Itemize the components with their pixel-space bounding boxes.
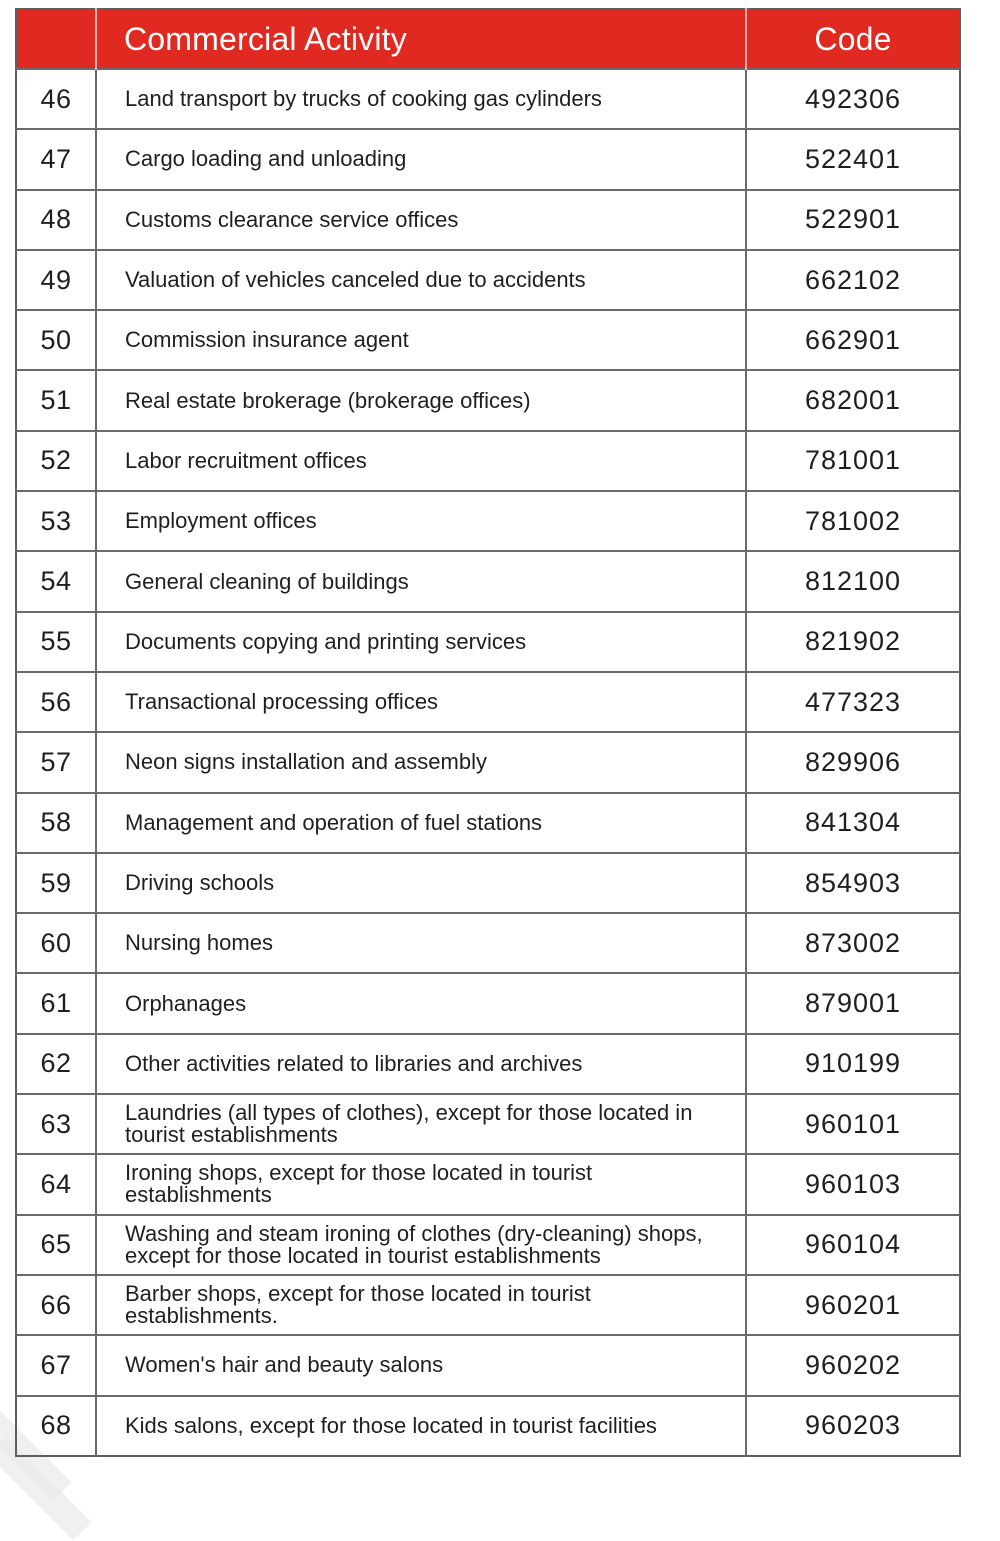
activity-code: 821902 — [746, 612, 960, 672]
table-row — [16, 793, 960, 853]
table-row — [16, 1396, 960, 1456]
row-number: 68 — [16, 1396, 96, 1456]
activity-name: Valuation of vehicles canceled due to accidents — [96, 250, 746, 310]
table-row — [16, 491, 960, 551]
activity-name: Ironing shops, except for those located in tourist establishments — [96, 1154, 746, 1214]
activity-name: Customs clearance service offices — [96, 190, 746, 250]
row-number: 50 — [16, 310, 96, 370]
row-number: 65 — [16, 1215, 96, 1275]
row-number: 62 — [16, 1034, 96, 1094]
activity-code: 781002 — [746, 491, 960, 551]
activity-column-header: Commercial Activity — [96, 9, 746, 69]
commercial-activities-table — [15, 8, 961, 1457]
activity-name: Management and operation of fuel stations — [96, 793, 746, 853]
row-number: 49 — [16, 250, 96, 310]
activity-name: Employment offices — [96, 491, 746, 551]
table-row — [16, 973, 960, 1033]
table-row — [16, 1275, 960, 1335]
activity-code: 662102 — [746, 250, 960, 310]
activity-code: 477323 — [746, 672, 960, 732]
row-number: 56 — [16, 672, 96, 732]
table-row — [16, 1154, 960, 1214]
activity-code: 522901 — [746, 190, 960, 250]
activity-name: Women's hair and beauty salons — [96, 1335, 746, 1395]
activity-code: 492306 — [746, 69, 960, 129]
activity-name: Barber shops, except for those located in tourist establishments. — [96, 1275, 746, 1335]
table-row — [16, 250, 960, 310]
table-header-row — [16, 9, 960, 69]
row-number: 63 — [16, 1094, 96, 1154]
activity-name: Nursing homes — [96, 913, 746, 973]
activity-code: 522401 — [746, 129, 960, 189]
activity-name: Real estate brokerage (brokerage offices) — [96, 370, 746, 430]
row-number: 58 — [16, 793, 96, 853]
activity-code: 841304 — [746, 793, 960, 853]
activity-name: Commission insurance agent — [96, 310, 746, 370]
activity-code: 662901 — [746, 310, 960, 370]
row-number: 67 — [16, 1335, 96, 1395]
table-row — [16, 1335, 960, 1395]
activity-code: 812100 — [746, 551, 960, 611]
activity-name: Washing and steam ironing of clothes (dry-cleaning) shops, except for those located in tourist establishments — [96, 1215, 746, 1275]
row-number: 60 — [16, 913, 96, 973]
table-row — [16, 913, 960, 973]
number-column-header — [16, 9, 96, 69]
row-number: 57 — [16, 732, 96, 792]
row-number: 59 — [16, 853, 96, 913]
activity-name: Labor recruitment offices — [96, 431, 746, 491]
activity-code: 960203 — [746, 1396, 960, 1456]
activity-name: Laundries (all types of clothes), except for those located in tourist establishments — [96, 1094, 746, 1154]
activity-code: 873002 — [746, 913, 960, 973]
activity-code: 879001 — [746, 973, 960, 1033]
row-number: 54 — [16, 551, 96, 611]
activity-code: 781001 — [746, 431, 960, 491]
activity-code: 829906 — [746, 732, 960, 792]
table-row — [16, 1034, 960, 1094]
table-row — [16, 310, 960, 370]
activity-name: Land transport by trucks of cooking gas cylinders — [96, 69, 746, 129]
activity-code: 960104 — [746, 1215, 960, 1275]
activity-name: Cargo loading and unloading — [96, 129, 746, 189]
table-row — [16, 672, 960, 732]
activity-code: 960202 — [746, 1335, 960, 1395]
row-number: 53 — [16, 491, 96, 551]
activity-name: Documents copying and printing services — [96, 612, 746, 672]
table-row — [16, 853, 960, 913]
activity-name: Kids salons, except for those located in tourist facilities — [96, 1396, 746, 1456]
activity-code: 960103 — [746, 1154, 960, 1214]
table-row — [16, 370, 960, 430]
table-body — [16, 69, 960, 1456]
row-number: 46 — [16, 69, 96, 129]
activity-code: 854903 — [746, 853, 960, 913]
activity-name: Other activities related to libraries and archives — [96, 1034, 746, 1094]
activity-name: Orphanages — [96, 973, 746, 1033]
activity-name: Transactional processing offices — [96, 672, 746, 732]
activity-code: 960201 — [746, 1275, 960, 1335]
row-number: 55 — [16, 612, 96, 672]
table-row — [16, 612, 960, 672]
row-number: 51 — [16, 370, 96, 430]
table-row — [16, 190, 960, 250]
activity-name: Neon signs installation and assembly — [96, 732, 746, 792]
row-number: 48 — [16, 190, 96, 250]
row-number: 52 — [16, 431, 96, 491]
activity-name: Driving schools — [96, 853, 746, 913]
table-row — [16, 129, 960, 189]
table-row — [16, 732, 960, 792]
table-row — [16, 69, 960, 129]
row-number: 64 — [16, 1154, 96, 1214]
activity-code: 910199 — [746, 1034, 960, 1094]
table-row — [16, 551, 960, 611]
activity-name: General cleaning of buildings — [96, 551, 746, 611]
code-column-header: Code — [746, 9, 960, 69]
activity-code: 682001 — [746, 370, 960, 430]
row-number: 47 — [16, 129, 96, 189]
row-number: 66 — [16, 1275, 96, 1335]
activity-code: 960101 — [746, 1094, 960, 1154]
table-row — [16, 1215, 960, 1275]
table-row — [16, 1094, 960, 1154]
table-row — [16, 431, 960, 491]
row-number: 61 — [16, 973, 96, 1033]
